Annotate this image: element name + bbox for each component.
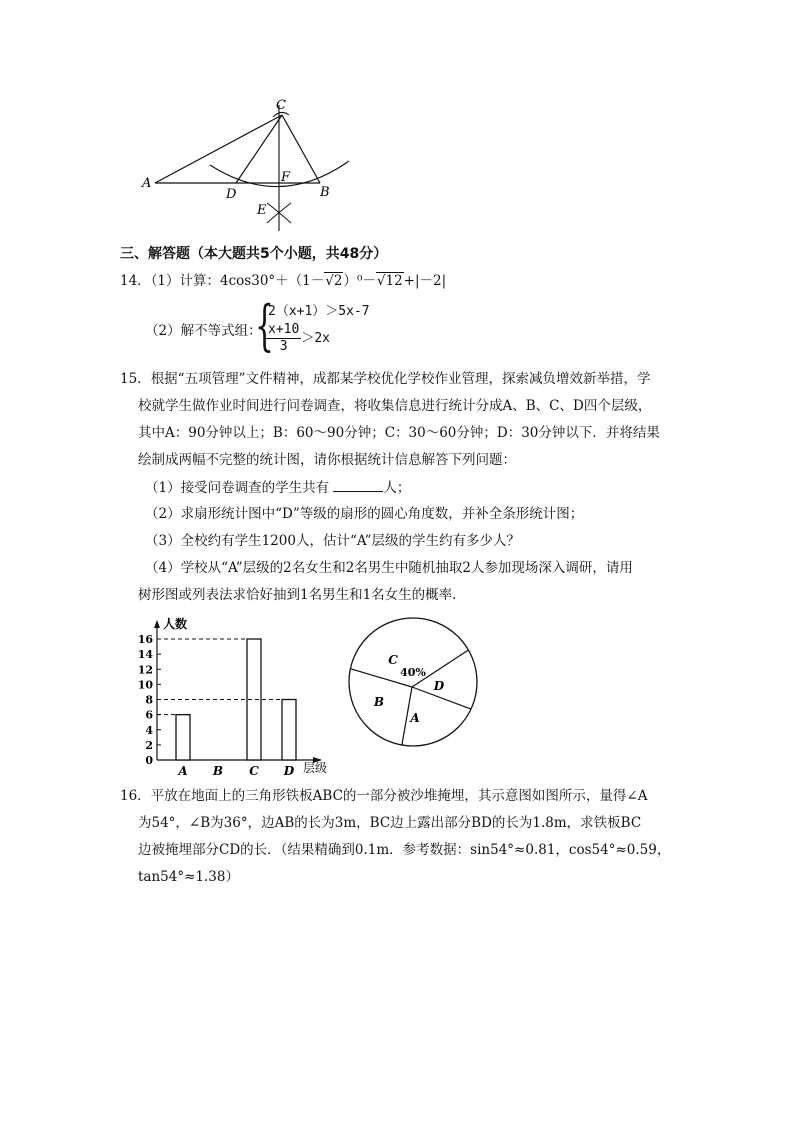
- answer-blank[interactable]: [333, 477, 383, 492]
- q15-line-4: 绘制成两幅不完整的统计图，请你根据统计信息解答下列问题：: [138, 452, 516, 468]
- y-axis-arrow: [154, 620, 160, 628]
- slice-label-b: B: [373, 695, 385, 709]
- q16-line-4: tan54°≈1.38）: [138, 869, 239, 885]
- segment-ac: [155, 115, 282, 183]
- category-label-d: D: [283, 764, 295, 778]
- q15-line-2: 校就学生做作业时间进行问卷调查，将收集信息进行统计分成A、B、C、D四个层级，: [138, 398, 652, 414]
- sqrt-2: √2: [325, 273, 343, 289]
- y-tick-label: 14: [137, 648, 153, 662]
- category-label-a: A: [178, 764, 188, 778]
- y-tick-label: 12: [137, 663, 153, 677]
- q16-line-1: 16．平放在地面上的三角形铁板ABC的一部分被沙堆掩埋，其示意图如图所示，量得∠A: [120, 788, 648, 804]
- y-tick-label: 0: [145, 754, 153, 767]
- system-brace: {: [255, 294, 274, 357]
- geometry-figure: [135, 95, 360, 235]
- y-tick-label: 6: [145, 708, 153, 722]
- q14-part1-prefix: （1）计算：4cos30°＋（1－: [150, 273, 325, 289]
- q15-sub-1: （1）接受问卷调查的学生共有 人；: [145, 477, 410, 498]
- inequality-1: 2（x+1）＞5x-7: [268, 304, 370, 319]
- y-tick-label: 8: [145, 693, 153, 707]
- label-a: A: [142, 176, 152, 191]
- label-c: C: [276, 98, 286, 113]
- pie-outline: [349, 618, 477, 746]
- pie-chart: [345, 612, 485, 752]
- fraction: $\frac{x+10}{3}$: [268, 322, 300, 354]
- q15-number: 15．: [120, 371, 151, 387]
- q15-sub-3: （3）全校约有学生1200人，估计“A”层级的学生约有多少人？: [145, 533, 521, 549]
- q15-sub-4-line-1: （4）学校从“A”层级的2名女生和2名男生中随机抽取2人参加现场深入调研，请用: [145, 560, 633, 576]
- q14-part1: [120, 271, 446, 291]
- y-axis-label: 人数: [163, 617, 188, 631]
- category-label-c: C: [249, 764, 259, 778]
- section-title: 三、解答题（本大题共5个小题，共48分）: [120, 246, 388, 262]
- bar-a: [176, 715, 190, 760]
- q16-line-2: 为54°，∠B为36°，边AB的长为3m，BC边上露出部分BD的长为1.8m，求铁板BC: [138, 815, 642, 831]
- q14-number: 14．: [120, 273, 151, 289]
- label-e: E: [257, 203, 267, 218]
- q14-part1-suffix: +|－2|: [403, 273, 447, 289]
- q15-line-1: 15．根据“五项管理”文件精神，成都某学校优化学校作业管理，探索减负增效新举措，学: [120, 371, 651, 387]
- q15-sub-2: （2）求扇形统计图中“D”等级的扇形的圆心角度数，并补全条形统计图；: [145, 506, 584, 522]
- y-tick-label: 16: [137, 633, 153, 646]
- q16-line-3: 边被掩埋部分CD的长．（结果精确到0.1m．参考数据：sin54°≈0.81，cos54°≈0.59，: [138, 842, 671, 858]
- q14-part1-mid: ）⁰－: [343, 273, 376, 289]
- inequality-2: $\frac{x+10}{3}$ ＞2x: [268, 322, 330, 354]
- q14-part2-label: （2）解不等式组：: [145, 323, 262, 339]
- segment-cd: [236, 115, 282, 183]
- q15-sub-4-line-2: 树形图或列表法求恰好抽到1名男生和1名女生的概率．: [138, 587, 466, 603]
- sqrt-12: √12: [376, 273, 403, 289]
- bar-chart: [125, 612, 345, 782]
- label-b: B: [320, 185, 330, 200]
- x-axis-label: 层级: [303, 761, 328, 775]
- slice-label-d: D: [433, 679, 445, 693]
- y-tick-label: 10: [137, 678, 153, 692]
- slice-label-a: A: [410, 711, 420, 725]
- y-tick-label: 2: [145, 738, 153, 752]
- slice-label-c: C: [388, 653, 398, 667]
- y-tick-label: 4: [145, 723, 153, 737]
- category-label-b: B: [212, 764, 224, 778]
- q16-number: 16．: [120, 788, 151, 804]
- q15-line-3: 其中A：90分钟以上；B：60～90分钟；C：30～60分钟；D：30分钟以下．并将结果: [138, 425, 660, 441]
- bar-d: [282, 700, 296, 761]
- label-d: D: [226, 187, 237, 202]
- slice-percent-c: 40%: [400, 666, 426, 679]
- label-f: F: [281, 170, 291, 185]
